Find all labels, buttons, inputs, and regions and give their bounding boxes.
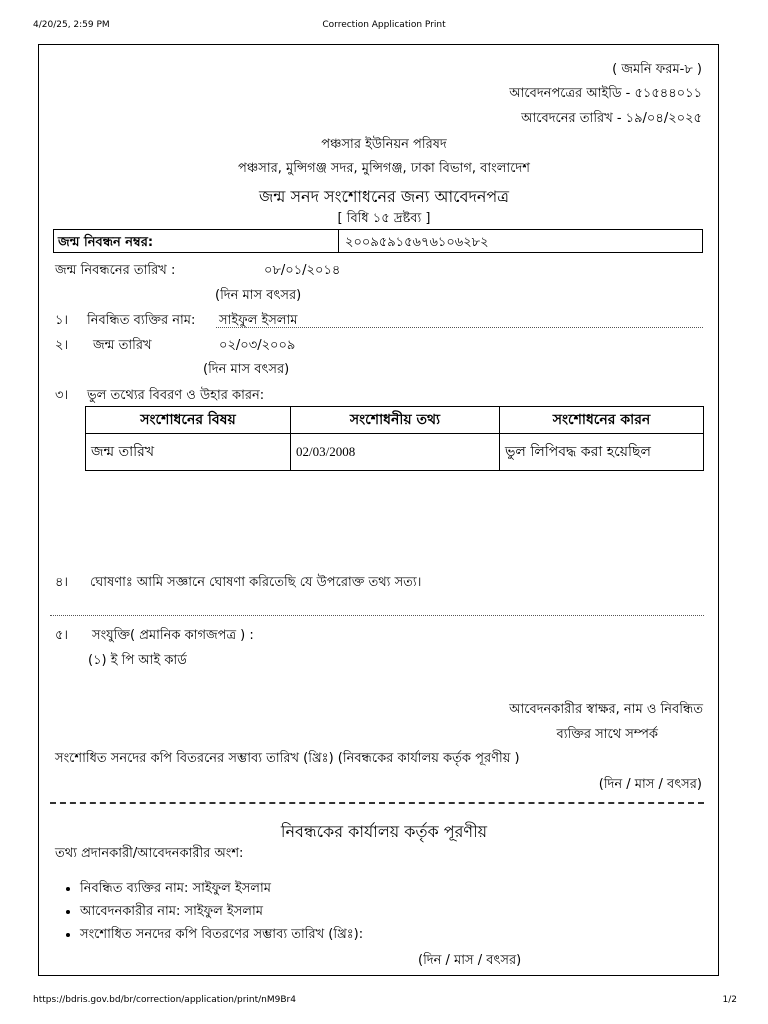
dmy-hint-4: (দিন / মাস / বৎসর) — [418, 953, 522, 968]
applicant-part-label: তথ্য প্রদানকারী/আবেদনকারীর অংশ: — [55, 846, 244, 861]
registered-person-name: সাইফুল ইসলাম — [219, 313, 298, 328]
application-date: আবেদনের তারিখ - ১৯/০৪/২০২৫ — [521, 111, 702, 126]
form-name: ( জমনি ফরম-৮ ) — [612, 62, 702, 77]
header-correct-info: সংশোধনীয় তথ্য — [291, 407, 500, 434]
signature-label-line1: আবেদনকারীর স্বাক্ষর, নাম ও নিবন্ধিত — [509, 702, 703, 717]
item2-label: জন্ম তারিখ — [93, 338, 152, 353]
item1-number: ১। — [55, 313, 69, 328]
cell-subject: জন্ম তারিখ — [86, 434, 291, 471]
attachment-item: (১) ই পি আই কার্ড — [88, 653, 187, 668]
document-title: জন্ম সনদ সংশোধনের জন্য আবেদনপত্র — [258, 187, 510, 206]
list-item: • সংশোধিত সনদের কপি বিতরণের সম্ভাব্য তারিখ (খ্রিঃ): — [80, 925, 363, 948]
signature-label-line2: ব্যক্তির সাথে সম্পর্ক — [556, 727, 658, 742]
registration-number-value: ২০০৯৫৯১৫৬৭৬১০৬২৮২ — [345, 235, 489, 250]
item1-label: নিবন্ধিত ব্যক্তির নাম: — [87, 313, 196, 328]
print-title: Correction Application Print — [322, 20, 446, 30]
registration-date-label: জন্ম নিবন্ধনের তারিখ : — [55, 263, 176, 278]
registration-number-label: জন্ম নিবন্ধন নম্বর: — [54, 230, 339, 252]
section-dashed-divider — [50, 802, 704, 804]
dmy-hint-2: (দিন মাস বৎসর) — [203, 362, 290, 377]
page-number: 1/2 — [722, 995, 737, 1005]
list-item: • আবেদনকারীর নাম: সাইফুল ইসলাম — [80, 902, 363, 925]
office-name: পঞ্চসার ইউনিয়ন পরিষদ — [321, 137, 447, 152]
birth-date-value: ০২/০৩/২০০৯ — [219, 338, 296, 353]
application-id: আবেদনপত্রের আইডি - ৫১৫৪৪০১১ — [509, 86, 702, 101]
attachments-label: সংযুক্তি( প্রমানিক কাগজপত্র ) : — [92, 628, 254, 643]
applicant-info-list — [58, 879, 363, 948]
office-section-title: নিবন্ধকের কার্যালয় কর্তৃক পূরণীয় — [280, 822, 488, 841]
table-header-row — [86, 407, 704, 434]
cell-reason: ভুল লিপিবদ্ধ করা হয়েছিল — [500, 434, 704, 471]
registration-date-value: ০৮/০১/২০১৪ — [264, 263, 341, 278]
declaration-dotted-line — [50, 615, 704, 616]
correction-table — [85, 406, 704, 471]
list-item: • নিবন্ধিত ব্যক্তির নাম: সাইফুল ইসলাম — [80, 879, 363, 902]
table-row — [86, 434, 704, 471]
item4-number: ৪। — [55, 575, 69, 590]
delivery-date-text: সংশোধিত সনদের কপি বিতরনের সম্ভাব্য তারিখ (খ্রিঃ) (নিবন্ধকের কার্যালয় কর্তৃক পূরণীয় ) — [55, 751, 520, 766]
name-dotted-line — [216, 327, 703, 328]
header-reason: সংশোধনের কারন — [500, 407, 704, 434]
item2-number: ২। — [55, 338, 69, 353]
dmy-hint-1: (দিন মাস বৎসর) — [215, 288, 302, 303]
header-subject: সংশোধনের বিষয় — [86, 407, 291, 434]
print-datetime: 4/20/25, 2:59 PM — [33, 20, 110, 30]
rule-reference: [ বিধি ১৫ দ্রষ্টব্য ] — [337, 211, 431, 226]
office-address: পঞ্চসার, মুন্সিগঞ্জ সদর, মুন্সিগঞ্জ, ঢাকা বিভাগ, বাংলাদেশ — [238, 161, 530, 176]
print-url: https://bdris.gov.bd/br/correction/application/print/nM9Br4 — [33, 995, 296, 1005]
dmy-hint-3: (দিন / মাস / বৎসর) — [598, 777, 702, 792]
item3-number: ৩। — [55, 388, 69, 403]
registration-number-box — [53, 229, 703, 253]
declaration-text: ঘোষণাঃ আমি সজ্ঞানে ঘোষণা করিতেছি যে উপরোক্ত তথ্য সত্য। — [90, 575, 422, 590]
item5-number: ৫। — [55, 628, 69, 643]
item3-label: ভুল তথ্যের বিবরণ ও উহার কারন: — [87, 388, 265, 403]
cell-correct-info: 02/03/2008 — [291, 434, 500, 471]
